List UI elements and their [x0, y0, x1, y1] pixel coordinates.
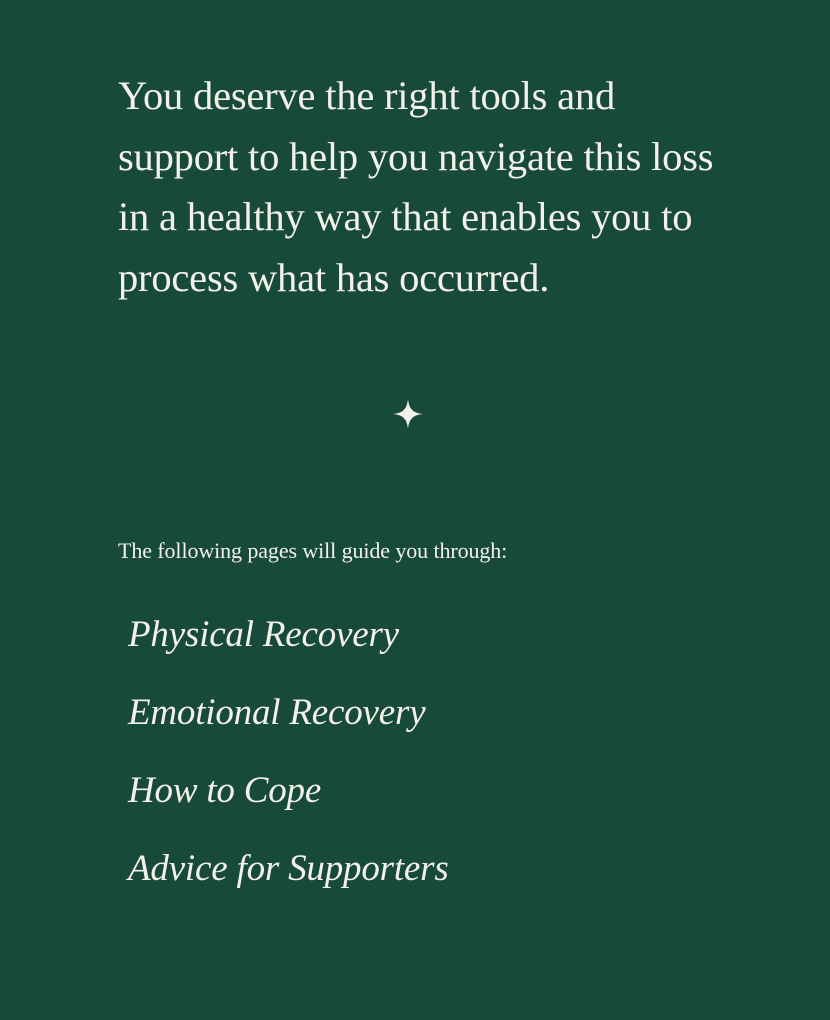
topic-advice-for-supporters: Advice for Supporters	[128, 848, 449, 889]
intro-text: You deserve the right tools and support to help you navigate this loss in a healthy way that enables you to process what has occurred.	[118, 73, 714, 300]
four-point-star-icon	[393, 399, 423, 429]
topic-emotional-recovery: Emotional Recovery	[128, 692, 426, 733]
topic-physical-recovery: Physical Recovery	[128, 614, 399, 655]
guide-intro: The following pages will guide you through:	[118, 538, 508, 563]
topic-list	[128, 596, 449, 908]
topic-how-to-cope: How to Cope	[128, 770, 322, 811]
